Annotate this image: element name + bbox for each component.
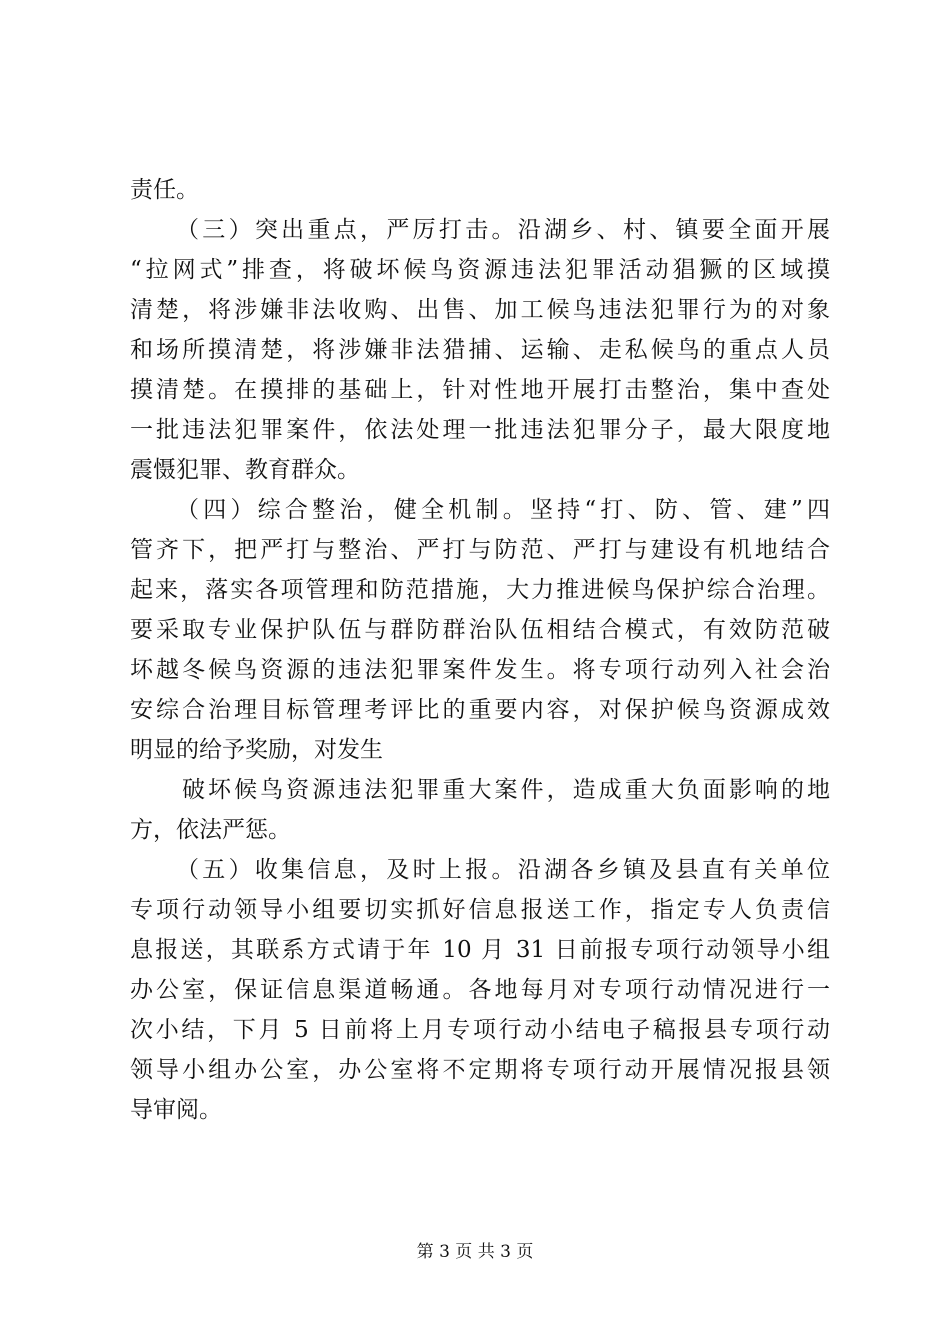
paragraph-line: 次小结，下月 5 日前将上月专项行动小结电子稿报县专项行动 xyxy=(130,1017,830,1043)
paragraph-line: 息报送，其联系方式请于年 10 月 31 日前报专项行动领导小组 xyxy=(130,937,830,963)
paragraph-line: 管齐下，把严打与整治、严打与防范、严打与建设有机地结合 xyxy=(130,537,830,563)
paragraph-line: 明显的给予奖励，对发生 xyxy=(130,737,383,763)
paragraph-line: 领导小组办公室，办公室将不定期将专项行动开展情况报县领 xyxy=(130,1057,830,1083)
paragraph-line: 和场所摸清楚，将涉嫌非法猎捕、运输、走私候鸟的重点人员 xyxy=(130,337,830,363)
section-5-heading-line: （五）收集信息，及时上报。沿湖各乡镇及县直有关单位 xyxy=(176,857,830,883)
page-number-footer: 第 3 页 共 3 页 xyxy=(416,1242,534,1262)
section-4-heading-line: （四）综合整治，健全机制。坚持“打、防、管、建”四 xyxy=(176,497,830,523)
document-body xyxy=(130,170,830,1130)
paragraph-line: 摸清楚。在摸排的基础上，针对性地开展打击整治，集中查处 xyxy=(130,377,830,403)
paragraph-line: “拉网式”排查，将破坏候鸟资源违法犯罪活动猖獗的区域摸 xyxy=(130,257,830,283)
paragraph-line: 震慑犯罪、教育群众。 xyxy=(130,457,360,483)
paragraph-line: 导审阅。 xyxy=(130,1097,222,1123)
paragraph-line: 清楚，将涉嫌非法收购、出售、加工候鸟违法犯罪行为的对象 xyxy=(130,297,830,323)
paragraph-line: 安综合治理目标管理考评比的重要内容，对保护候鸟资源成效 xyxy=(130,697,830,723)
paragraph-line: 责任。 xyxy=(130,177,199,203)
section-3-heading-line: （三）突出重点，严厉打击。沿湖乡、村、镇要全面开展 xyxy=(176,217,830,243)
paragraph-line: 要采取专业保护队伍与群防群治队伍相结合模式，有效防范破 xyxy=(130,617,830,643)
paragraph-line: 办公室，保证信息渠道畅通。各地每月对专项行动情况进行一 xyxy=(130,977,830,1003)
paragraph-line: 一批违法犯罪案件，依法处理一批违法犯罪分子，最大限度地 xyxy=(130,417,830,443)
paragraph-line: 坏越冬候鸟资源的违法犯罪案件发生。将专项行动列入社会治 xyxy=(130,657,830,683)
paragraph-line: 起来，落实各项管理和防范措施，大力推进候鸟保护综合治理。 xyxy=(130,577,830,603)
paragraph-line: 方，依法严惩。 xyxy=(130,817,291,843)
paragraph-line: 专项行动领导小组要切实抓好信息报送工作，指定专人负责信 xyxy=(130,897,830,923)
paragraph-line: 破坏候鸟资源违法犯罪重大案件，造成重大负面影响的地 xyxy=(182,777,830,803)
